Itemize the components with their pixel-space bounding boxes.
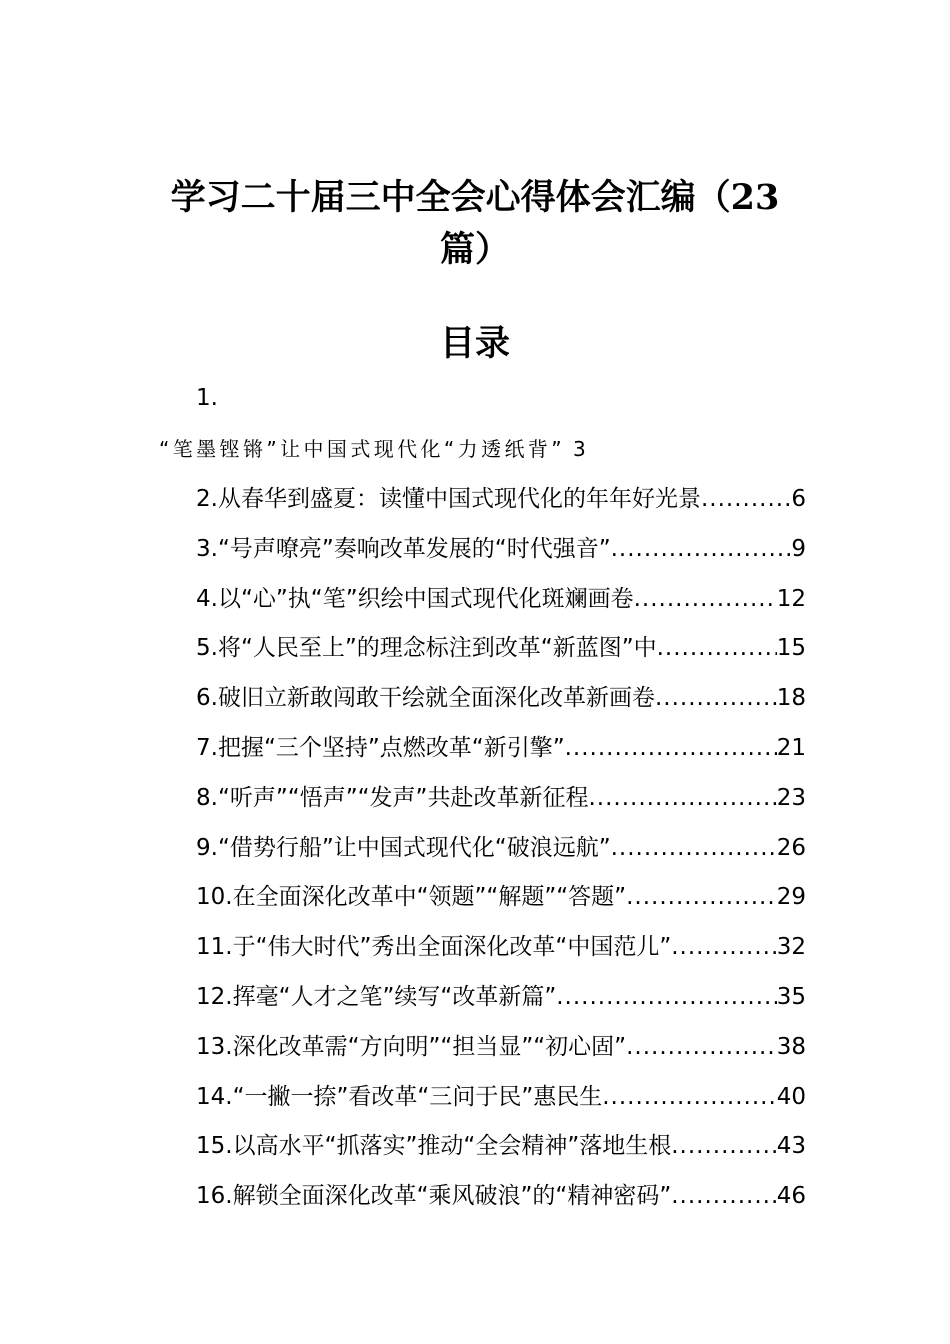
- toc-entry-number: 2.: [196, 486, 218, 512]
- toc-entry[interactable]: [196, 577, 806, 627]
- toc-entry-number: 12.: [196, 983, 233, 1010]
- toc-entry-number: 10.: [196, 884, 233, 911]
- toc-entry-page: 26: [776, 834, 806, 861]
- toc-entry[interactable]: [196, 626, 806, 676]
- toc-entry-1[interactable]: [159, 433, 589, 465]
- toc-entry-text: 把握“三个坚持”点燃改革“新引擎”: [217, 734, 565, 761]
- toc-entry-text: 于“伟大时代”秀出全面深化改革“中国范儿”: [232, 934, 672, 961]
- toc-leader-dots: [611, 826, 777, 870]
- toc-entry-text: 在全面深化改革中“领题”“解题”“答题”: [232, 884, 627, 911]
- toc-entry-text: 将“人民至上”的理念标注到改革“新蓝图”中: [217, 635, 657, 662]
- toc-entry-text: “借势行船”让中国式现代化“破浪远航”: [217, 834, 611, 861]
- toc-leader-dots: [565, 726, 777, 770]
- toc-entry[interactable]: [196, 726, 806, 776]
- toc-entry-text: “一撇一捺”看改革“三问于民”惠民生: [232, 1083, 603, 1110]
- toc-entry-number: 7.: [196, 734, 218, 761]
- toc-leader-dots: [556, 975, 776, 1019]
- toc-entry-page: 15: [776, 635, 806, 662]
- toc-entry-page: 29: [776, 884, 806, 911]
- toc-entry-page: 43: [776, 1133, 806, 1160]
- toc-entry[interactable]: [196, 875, 806, 925]
- toc-entry[interactable]: [196, 676, 806, 726]
- toc-entry-number: 4.: [196, 585, 218, 612]
- toc-entry-text: 解锁全面深化改革“乘风破浪”的“精神密码”: [232, 1183, 672, 1210]
- toc-list: [196, 477, 806, 1224]
- toc-heading: 目录: [439, 323, 510, 364]
- toc-entry-page: 35: [776, 983, 806, 1010]
- toc-entry[interactable]: [196, 527, 806, 577]
- toc-leader-dots: [611, 527, 792, 571]
- toc-leader-dots: [634, 577, 777, 621]
- toc-entry-number: 8.: [196, 784, 218, 811]
- toc-entry-text: 以“心”执“笔”织绘中国式现代化斑斓画卷: [217, 585, 634, 612]
- toc-entry-page: 23: [776, 784, 806, 811]
- toc-entry-number: 15.: [196, 1133, 233, 1160]
- toc-entry-page: 18: [776, 685, 806, 712]
- toc-entry-text: “号声嘹亮”奏响改革发展的“时代强音”: [217, 535, 611, 562]
- toc-entry-page: 38: [776, 1033, 806, 1060]
- toc-leader-dots: [626, 875, 777, 919]
- toc-leader-dots: [626, 1025, 777, 1069]
- toc-entry-number: 13.: [196, 1033, 233, 1060]
- toc-entry-page: 32: [776, 934, 806, 961]
- toc-entry-page: 6: [791, 486, 806, 512]
- toc-entry[interactable]: [196, 477, 806, 527]
- document-title: 学习二十届三中全会心得体会汇编（23篇）: [170, 177, 780, 270]
- toc-entry-text: 深化改革需“方向明”“担当显”“初心固”: [232, 1033, 627, 1060]
- toc-entry[interactable]: [196, 826, 806, 876]
- toc-entry-number: 9.: [196, 834, 218, 861]
- toc-entry-page: 46: [776, 1183, 806, 1210]
- toc-entry-number: 14.: [196, 1083, 233, 1110]
- toc-entry[interactable]: [196, 1174, 806, 1224]
- toc-entry[interactable]: [196, 776, 806, 826]
- toc-leader-dots: [655, 676, 777, 720]
- toc-entry-1-text: “笔墨铿锵”让中国式现代化“力透纸背”: [159, 437, 566, 461]
- toc-entry-text: 从春华到盛夏：读懂中国式现代化的年年好光景: [217, 486, 701, 512]
- toc-entry-page: 21: [776, 734, 806, 761]
- toc-leader-dots: [671, 1124, 776, 1168]
- toc-entry-text: “听声”“悟声”“发声”共赴改革新征程: [217, 784, 589, 811]
- toc-leader-dots: [588, 776, 776, 820]
- toc-entry-text: 挥毫“人才之笔”续写“改革新篇”: [232, 983, 557, 1010]
- toc-leader-dots: [671, 1174, 776, 1218]
- toc-entry-number: 11.: [196, 934, 233, 961]
- toc-entry[interactable]: [196, 1124, 806, 1174]
- toc-entry[interactable]: [196, 1075, 806, 1125]
- toc-entry-page: 40: [776, 1083, 806, 1110]
- toc-entry-number: 6.: [196, 685, 218, 712]
- toc-entry-page: 12: [776, 585, 806, 612]
- toc-leader-dots: [657, 626, 777, 670]
- toc-leader-dots: [701, 477, 791, 521]
- toc-entry-number: 16.: [196, 1183, 233, 1210]
- toc-entry-text: 以高水平“抓落实”推动“全会精神”落地生根: [232, 1133, 672, 1160]
- toc-entry-number: 5.: [196, 635, 218, 662]
- toc-entry-1-page: 3: [573, 437, 590, 461]
- toc-entry[interactable]: [196, 975, 806, 1025]
- toc-entry-text: 破旧立新敢闯敢干绘就全面深化改革新画卷: [217, 685, 655, 712]
- toc-leader-dots: [671, 925, 776, 969]
- toc-leader-dots: [602, 1075, 776, 1119]
- toc-entry-page: 9: [791, 535, 806, 562]
- toc-entry-1-number: 1.: [196, 385, 218, 411]
- toc-entry[interactable]: [196, 1025, 806, 1075]
- toc-entry-number: 3.: [196, 535, 218, 562]
- toc-entry[interactable]: [196, 925, 806, 975]
